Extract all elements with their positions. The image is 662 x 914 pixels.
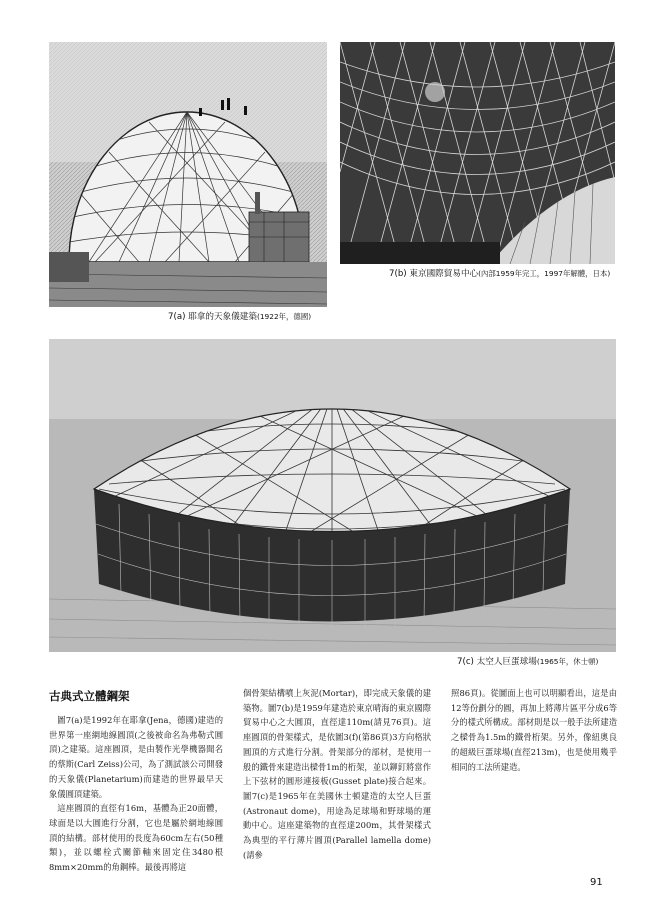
page-number: 91 — [590, 877, 603, 888]
paragraph-2-end: 照86頁)。從圖面上也可以明顯看出，這是由12等份劃分的圓，再加上將薄片區平分成6等分的樣式所構成。部材則是以一般手法所建造之樑骨為1.5m的鐵骨桁架。另外，像紐奧良的超級巨蛋球場(直徑213m)，也是使用幾乎相同的工法所建造。 — [451, 688, 617, 772]
caption-7a-note: (1922年，德國) — [256, 312, 312, 321]
figure-7b-tokyo-trade-center — [340, 42, 615, 264]
planetarium-dome-illustration — [49, 42, 327, 307]
caption-7b-label: 7(b) — [389, 269, 407, 279]
section-heading: 古典式立體鋼架 — [49, 689, 130, 703]
caption-7c-label: 7(c) — [457, 657, 474, 667]
caption-7c-note: (1965年，休士頓) — [536, 657, 599, 666]
caption-7c-title: 太空人巨蛋球場 — [476, 657, 537, 667]
caption-7b — [389, 268, 610, 280]
caption-7b-note: (內部1959年完工，1997年解體，日本) — [478, 269, 611, 278]
paragraph-2: 這座圓頂的直徑有16m，基體為正20面體，球面是以大圓進行分割，它也是屬於網地線圓頂的結構。部材使用的長度為60cm左右(50種類)，並以螺栓式關節軸來固定住3480根8mm×20mm的角鋼棒。最後再將這 — [49, 803, 223, 873]
text-column-3 — [451, 686, 617, 774]
caption-7a — [168, 311, 311, 323]
caption-7b-title: 東京國際貿易中心 — [409, 269, 479, 279]
caption-7a-label: 7(a) — [168, 312, 186, 322]
figure-7c-astrodome — [49, 339, 616, 652]
paragraph-2-continued: 個骨架結構噴上灰泥(Mortar)，即完成天象儀的建築物。圖7(b)是1959年建造於東京晴海的東京國際貿易中心之大圓頂，直徑達110m(請見76頁)。這座圓頂的骨架樣式，是依圖3(f)(第86頁)3方向格狀圓頂的方式進行分割。骨架部分的部材，是使用一般的鐵骨來建造出樑骨1m的桁架，並以鉚釘將當作上下弦材的圓形連接板(Gusset plate)接合起來。圖7(c)是1965年在美國休士頓建造的太空人巨蛋(Astronaut dome)，用途為足球場和野球場的運動中心。這座建築物的直徑達200m，其骨架樣式為典型的平行薄片圓頂(Parallel lamella dome)(請參 — [243, 688, 431, 860]
caption-7c — [457, 656, 598, 668]
text-column-1 — [49, 713, 223, 875]
figure-7a-planetarium-dome — [49, 42, 327, 307]
astrodome-illustration — [49, 339, 616, 652]
paragraph-1: 圖7(a)是1992年在耶拿(Jena，德國)建造的世界第一座網地線圓頂(之後被命名為弗勒式圓頂)之建築。這座圓頂，是由製作光學機器聞名的蔡斯(Carl Zeiss)公司，為了測試該公司開發的天象儀(Planetarium)而建造的世界最早天象儀圓頂建築。 — [49, 715, 223, 799]
trade-center-interior-photo — [340, 42, 615, 264]
caption-7a-title: 耶拿的天象儀建築 — [188, 312, 257, 322]
text-column-2 — [243, 686, 431, 862]
